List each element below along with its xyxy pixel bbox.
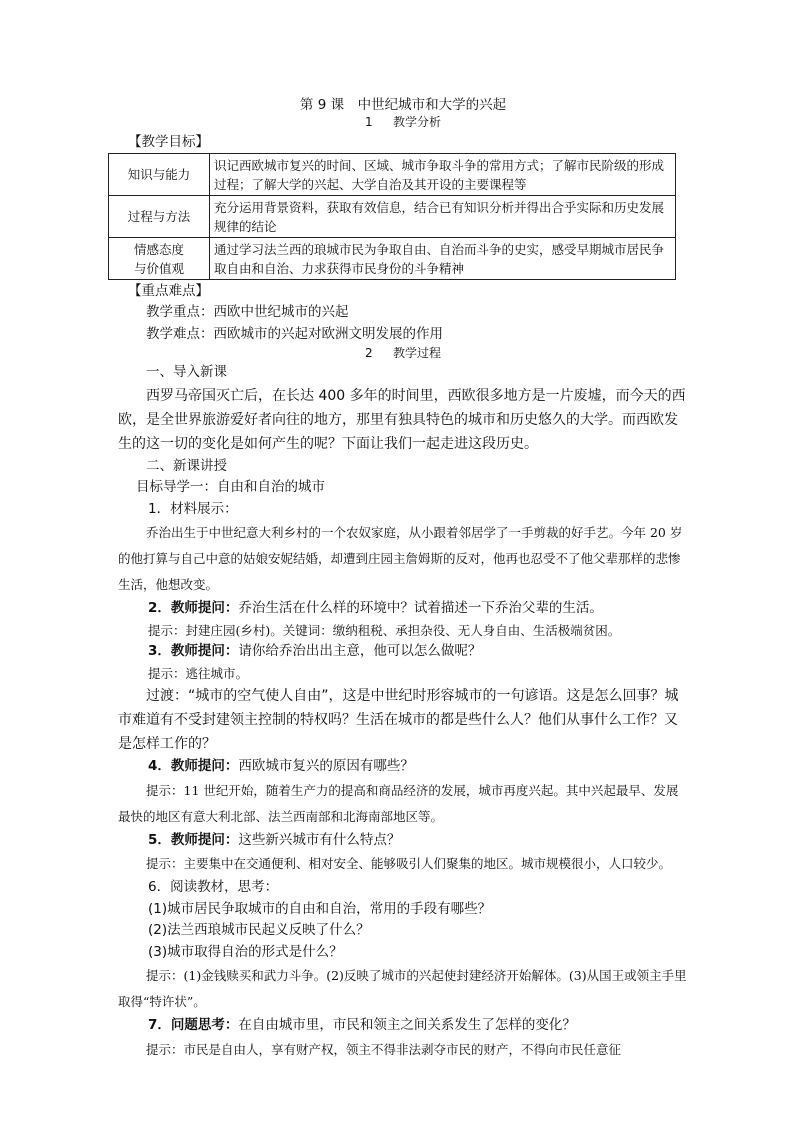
question-label: 3．教师提问： xyxy=(148,643,239,659)
question-label: 4．教师提问： xyxy=(148,758,239,774)
key-points-heading: 【重点难点】 xyxy=(128,283,209,299)
question xyxy=(118,830,688,852)
sub-question: (1)城市居民争取城市的自由和自治，常用的手段有哪些？ xyxy=(148,900,492,917)
transition-paragraph: 过渡：“城市的空气使人自由”，这是中世纪时形容城市的一句谚语。这是怎么回事？城市难道有不受封建领主控制的特权吗？生活在城市的都是些什么人？他们从事什么工作？又是怎样工作的？ xyxy=(118,688,679,752)
goal-description: 充分运用背景资料，获取有效信息，结合已有知识分析并得出合乎实际和历史发展规律的结论 xyxy=(210,196,676,238)
material-paragraph: 乔治出生于中世纪意大利乡村的一个农奴家庭，从小跟着邻居学了一手剪裁的好手艺。今年 20 岁的他打算与自己中意的姑娘安妮结婚，却遭到庄园主詹姆斯的反对，他再也忍受不了他父辈那样的悲惨生活，他想改变。 xyxy=(118,525,683,592)
goal-category: 知识与能力 xyxy=(109,154,210,196)
goal-category-line: 与价值观 xyxy=(133,260,184,276)
question-text: 请你给乔治出出主意，他可以怎么做呢？ xyxy=(238,643,482,659)
table-row xyxy=(109,154,676,196)
question-label: 2．教师提问： xyxy=(148,600,239,616)
hint: 提示：11 世纪开始，随着生产力的提高和商品经济的发展，城市再度兴起。其中兴起最早、发展最快的地区有意大利北部、法兰西南部和北海南部地区等。 xyxy=(118,782,679,824)
section-heading-analysis xyxy=(118,114,688,131)
question-label: 5．教师提问： xyxy=(148,831,239,848)
table-row xyxy=(109,238,676,280)
difficult-point: 教学难点：西欧城市的兴起对欧洲文明发展的作用 xyxy=(146,325,443,342)
question-text: 在自由城市里，市民和领主之间关系发生了怎样的变化？ xyxy=(238,1017,576,1033)
goal-description: 识记西欧城市复兴的时间、区域、城市争取斗争的常用方式；了解市民阶级的形成过程；了解大学的兴起、大学自治及其开设的主要课程等 xyxy=(210,154,676,196)
section-title: 教学过程 xyxy=(392,346,441,360)
question-text: 西欧城市复兴的原因有哪些？ xyxy=(238,758,414,774)
question xyxy=(118,1015,688,1037)
hint: 提示：市民是自由人，享有财产权，领主不得非法剥夺市民的财产，不得向市民任意征 xyxy=(146,1041,622,1057)
hint: 提示：(1)金钱赎买和武力斗争。(2)反映了城市的兴起使封建经济开始解体。(3)从国王或领主手里取得“特许状”。 xyxy=(118,968,687,1009)
question xyxy=(118,641,688,663)
question-text: 这些新兴城市有什么特点？ xyxy=(238,831,401,848)
goal-category xyxy=(109,238,210,280)
part-heading: 一、导入新课 xyxy=(146,364,227,380)
question xyxy=(118,756,688,778)
goal-category: 过程与方法 xyxy=(109,196,210,238)
hint: 提示：逃往城市。 xyxy=(148,665,249,681)
document-page xyxy=(118,96,688,1063)
goal-category-line: 情感态度 xyxy=(133,241,184,257)
list-item: 6．阅读教材，思考： xyxy=(148,879,279,895)
sub-question: (3)城市取得自治的形式是什么？ xyxy=(148,943,343,960)
question xyxy=(118,598,688,620)
question-label: 7．问题思考： xyxy=(148,1017,239,1033)
question-text: 乔治生活在什么样的环境中？试着描述一下乔治父辈的生活。 xyxy=(238,600,603,616)
hint: 提示：封建庄园(乡村)。关键词：缴纳租税、承担杂役、无人身自由、生活极端贫困。 xyxy=(148,622,621,638)
part-heading: 二、新课讲授 xyxy=(146,457,227,474)
key-point: 教学重点：西欧中世纪城市的兴起 xyxy=(146,304,349,320)
goals-heading: 【教学目标】 xyxy=(128,134,209,150)
sub-question: (2)法兰西琅城市民起义反映了什么？ xyxy=(148,922,370,938)
section-title: 教学分析 xyxy=(392,115,441,129)
list-item: 1．材料展示： xyxy=(148,500,238,517)
hint: 提示：主要集中在交通便利、相对安全、能够吸引人们聚集的地区。城市规模很小，人口较少。 xyxy=(146,856,672,871)
section-number: 2 xyxy=(364,346,373,360)
section-heading-process xyxy=(118,345,688,362)
section-number: 1 xyxy=(364,115,373,129)
lesson-title: 第 9 课 中世纪城市和大学的兴起 xyxy=(299,97,507,113)
goal-description: 通过学习法兰西的琅城市民为争取自由、自治而斗争的史实，感受早期城市居民争取自由和自治、力求获得市民身份的斗争精神 xyxy=(210,238,676,280)
intro-paragraph: 西罗马帝国灭亡后，在长达 400 多年的时间里，西欧很多地方是一片废墟，而今天的西欧，是全世界旅游爱好者向往的地方，那里有独具特色的城市和历史悠久的大学。而西欧发生的这一切的变化是如何产生的呢？下面让我们一起走进这段历史。 xyxy=(118,387,686,452)
target-heading: 目标导学一：自由和自治的城市 xyxy=(136,479,325,495)
goals-table xyxy=(108,153,676,280)
table-row xyxy=(109,196,676,238)
